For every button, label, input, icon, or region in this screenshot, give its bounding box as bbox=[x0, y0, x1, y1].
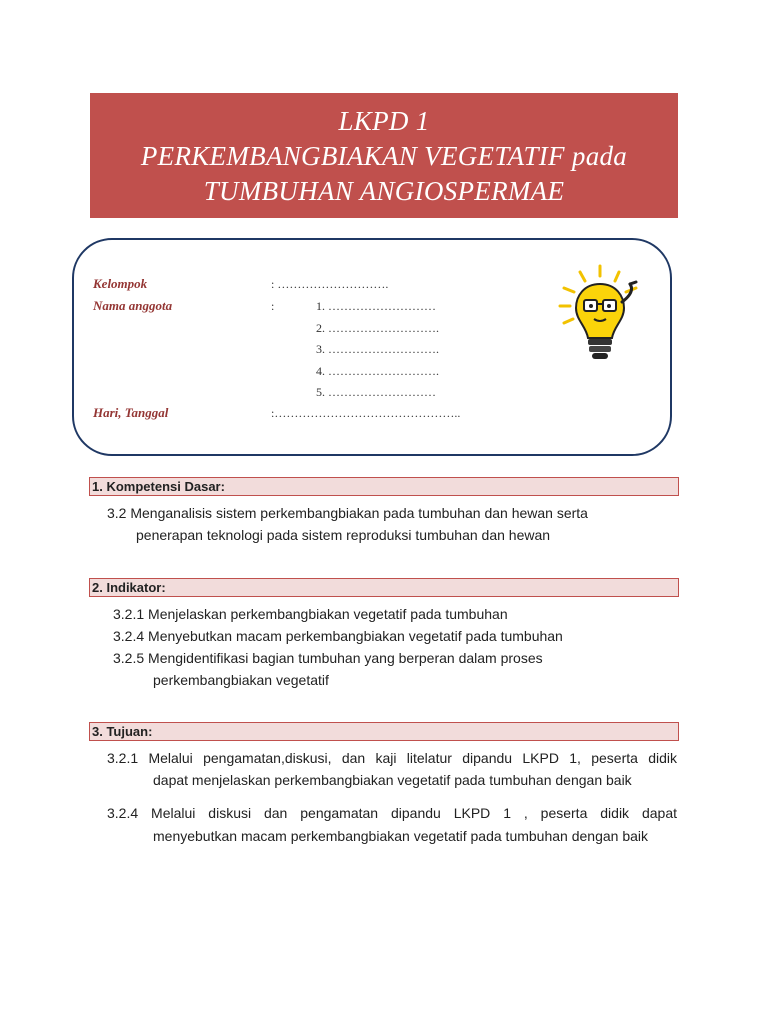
kd-text-line-2: penerapan teknologi pada sistem reproduksi tumbuhan dan hewan bbox=[136, 527, 551, 543]
kelompok-label: Kelompok bbox=[93, 276, 148, 291]
identity-box bbox=[72, 238, 672, 456]
lightbulb-with-glasses-icon bbox=[556, 262, 646, 372]
section-heading-kompetensi-dasar: 1. Kompetensi Dasar: bbox=[89, 477, 679, 496]
tujuan-1-line-1: 3.2.1 Melalui pengamatan,diskusi, dan kaji litelatur dipandu LKPD 1, peserta didik bbox=[107, 750, 677, 766]
kelompok-field[interactable]: : ………………………. bbox=[271, 277, 389, 291]
kd-text-line-1: 3.2 Menganalisis sistem perkembangbiakan pada tumbuhan dan hewan serta bbox=[107, 505, 588, 521]
indicator-2: 3.2.4 Menyebutkan macam perkembangbiakan vegetatif pada tumbuhan bbox=[113, 628, 563, 644]
section-heading-tujuan: 3. Tujuan: bbox=[89, 722, 679, 741]
member-field-5[interactable]: 5. ……………………… bbox=[316, 385, 436, 399]
hari-tanggal-field[interactable]: :……………………………………….. bbox=[271, 406, 461, 420]
tujuan-2-line-1: 3.2.4 Melalui diskusi dan pengamatan dipandu LKPD 1 , peserta didik dapat bbox=[107, 805, 677, 821]
tujuan-1-line-2: dapat menjelaskan perkembangbiakan vegetatif pada tumbuhan dengan baik bbox=[153, 772, 632, 788]
title-line-1: LKPD 1 bbox=[338, 106, 430, 136]
hari-tanggal-label: Hari, Tanggal bbox=[93, 405, 169, 420]
member-field-3[interactable]: 3. ………………………. bbox=[316, 342, 439, 356]
title-line-3: TUMBUHAN ANGIOSPERMAE bbox=[203, 176, 565, 206]
member-field-1[interactable]: 1. ……………………… bbox=[316, 299, 436, 313]
indicator-1: 3.2.1 Menjelaskan perkembangbiakan vegetatif pada tumbuhan bbox=[113, 606, 508, 622]
member-field-4[interactable]: 4. ………………………. bbox=[316, 364, 439, 378]
tujuan-2-line-2: menyebutkan macam perkembangbiakan vegetatif pada tumbuhan dengan baik bbox=[153, 828, 648, 844]
member-field-2[interactable]: 2. ………………………. bbox=[316, 321, 439, 335]
title-banner bbox=[90, 93, 678, 218]
title-line-2: PERKEMBANGBIAKAN VEGETATIF pada bbox=[140, 141, 628, 171]
indicator-3-continued: perkembangbiakan vegetatif bbox=[153, 672, 329, 688]
nama-anggota-label: Nama anggota bbox=[93, 298, 173, 313]
nama-anggota-colon: : bbox=[271, 299, 275, 313]
indicator-3: 3.2.5 Mengidentifikasi bagian tumbuhan yang berperan dalam proses bbox=[113, 650, 543, 666]
section-heading-indikator: 2. Indikator: bbox=[89, 578, 679, 597]
